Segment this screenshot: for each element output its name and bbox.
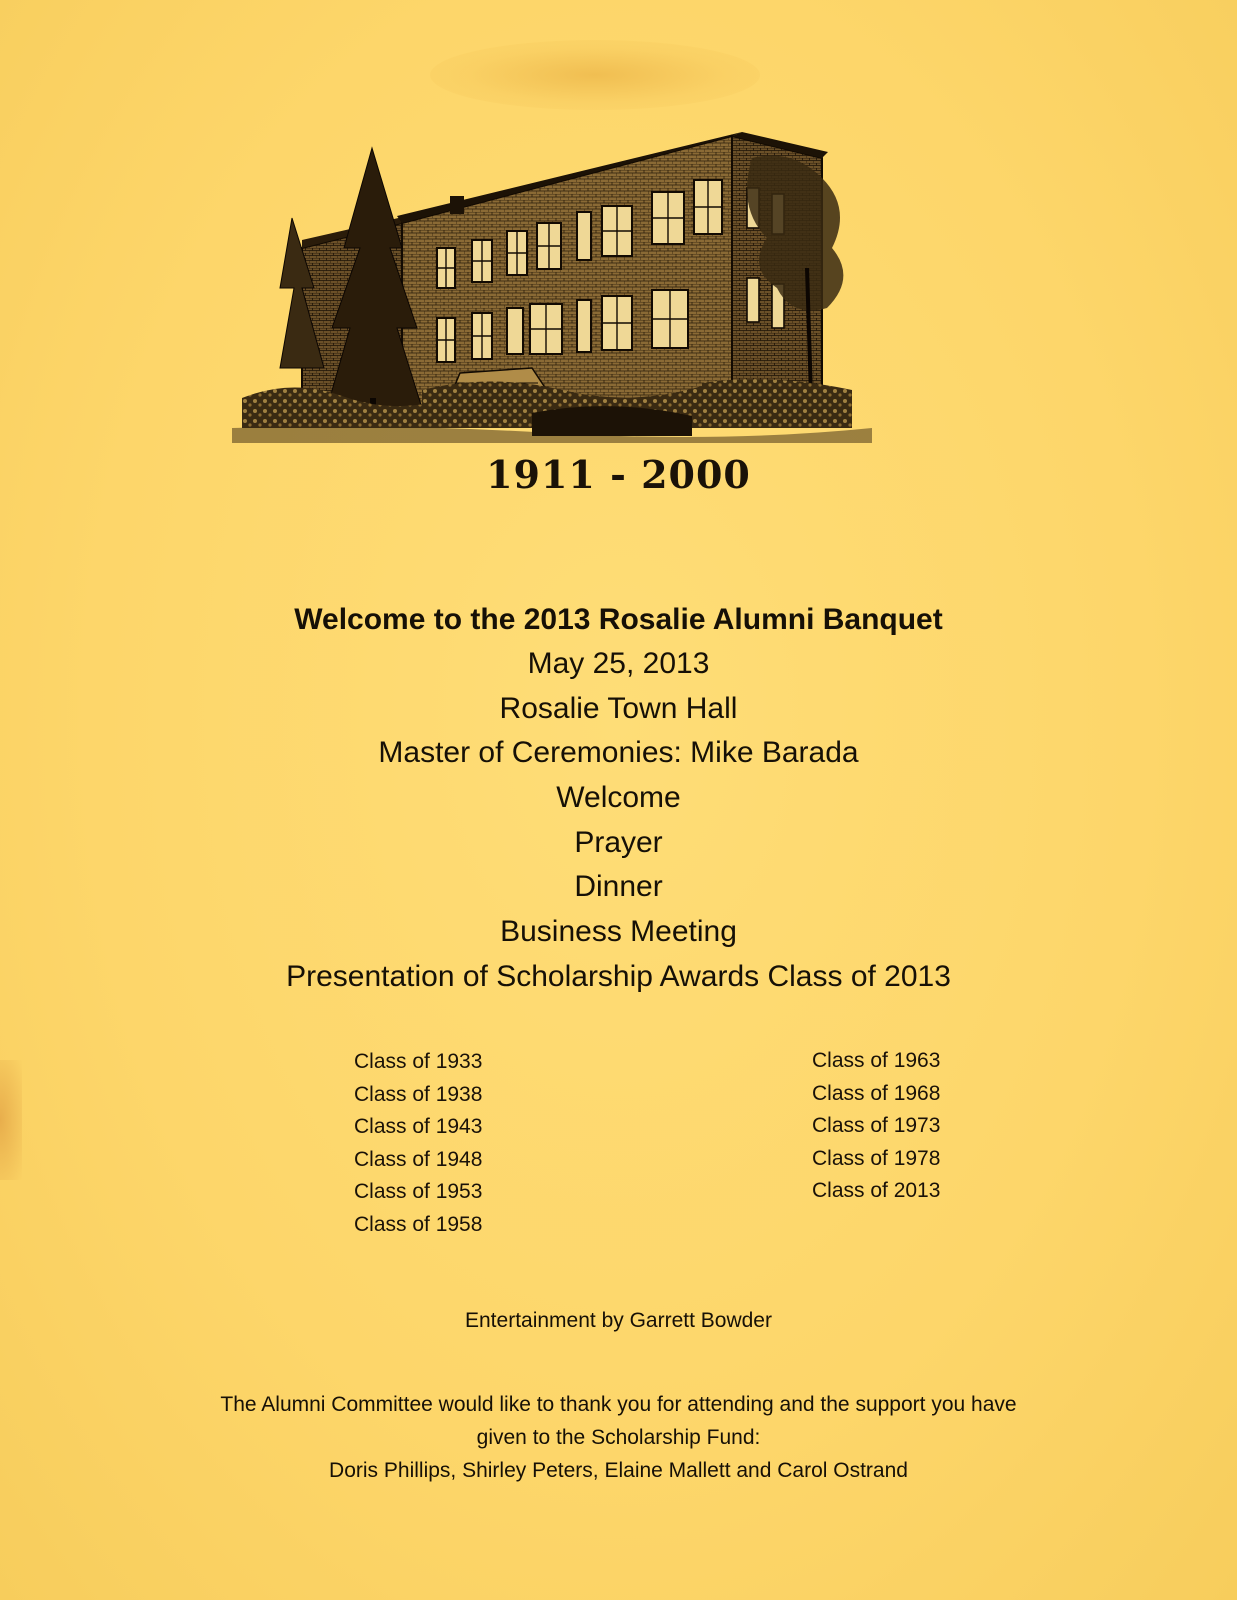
- paper-stain: [430, 40, 760, 110]
- agenda-item-dinner: Dinner: [574, 870, 663, 904]
- class-item: Class of 1968: [812, 1081, 941, 1105]
- years-caption: 1911 - 2000: [486, 452, 751, 497]
- honored-classes-right: [812, 1045, 940, 1208]
- banquet-title: Welcome to the 2013 Rosalie Alumni Banquet: [294, 603, 943, 636]
- class-item: Class of 1943: [354, 1115, 483, 1138]
- class-item: Class of 1973: [812, 1114, 941, 1137]
- class-item: Class of 1948: [354, 1147, 483, 1171]
- event-venue: Rosalie Town Hall: [499, 691, 738, 725]
- class-item: Class of 1953: [354, 1180, 483, 1203]
- class-item: Class of 2013: [812, 1179, 941, 1202]
- entertainment-credit: Entertainment by Garrett Bowder: [465, 1309, 772, 1332]
- class-item: Class of 1978: [812, 1146, 941, 1170]
- class-item: Class of 1938: [354, 1082, 483, 1106]
- class-item: Class of 1963: [812, 1049, 941, 1072]
- program-list: [0, 598, 1237, 1000]
- agenda-item-welcome: Welcome: [556, 781, 681, 815]
- school-building-illustration: [232, 128, 872, 458]
- thank-you-line: given to the Scholarship Fund:: [476, 1426, 761, 1449]
- committee-members: Doris Phillips, Shirley Peters, Elaine Mallett and Carol Ostrand: [329, 1459, 908, 1482]
- edge-mark: [0, 1060, 22, 1180]
- agenda-item-business-meeting: Business Meeting: [500, 915, 737, 949]
- master-of-ceremonies: Master of Ceremonies: Mike Barada: [378, 736, 859, 770]
- class-item: Class of 1933: [354, 1050, 483, 1073]
- agenda-item-prayer: Prayer: [574, 825, 663, 859]
- event-date: May 25, 2013: [527, 647, 710, 680]
- thank-you-note: [0, 1388, 1237, 1487]
- thank-you-line: The Alumni Committee would like to thank you for attending and the support you have: [220, 1393, 1017, 1416]
- class-item: Class of 1958: [354, 1212, 483, 1236]
- honored-classes-left: [354, 1046, 482, 1241]
- agenda-item-scholarship-awards: Presentation of Scholarship Awards Class of 2013: [286, 959, 951, 993]
